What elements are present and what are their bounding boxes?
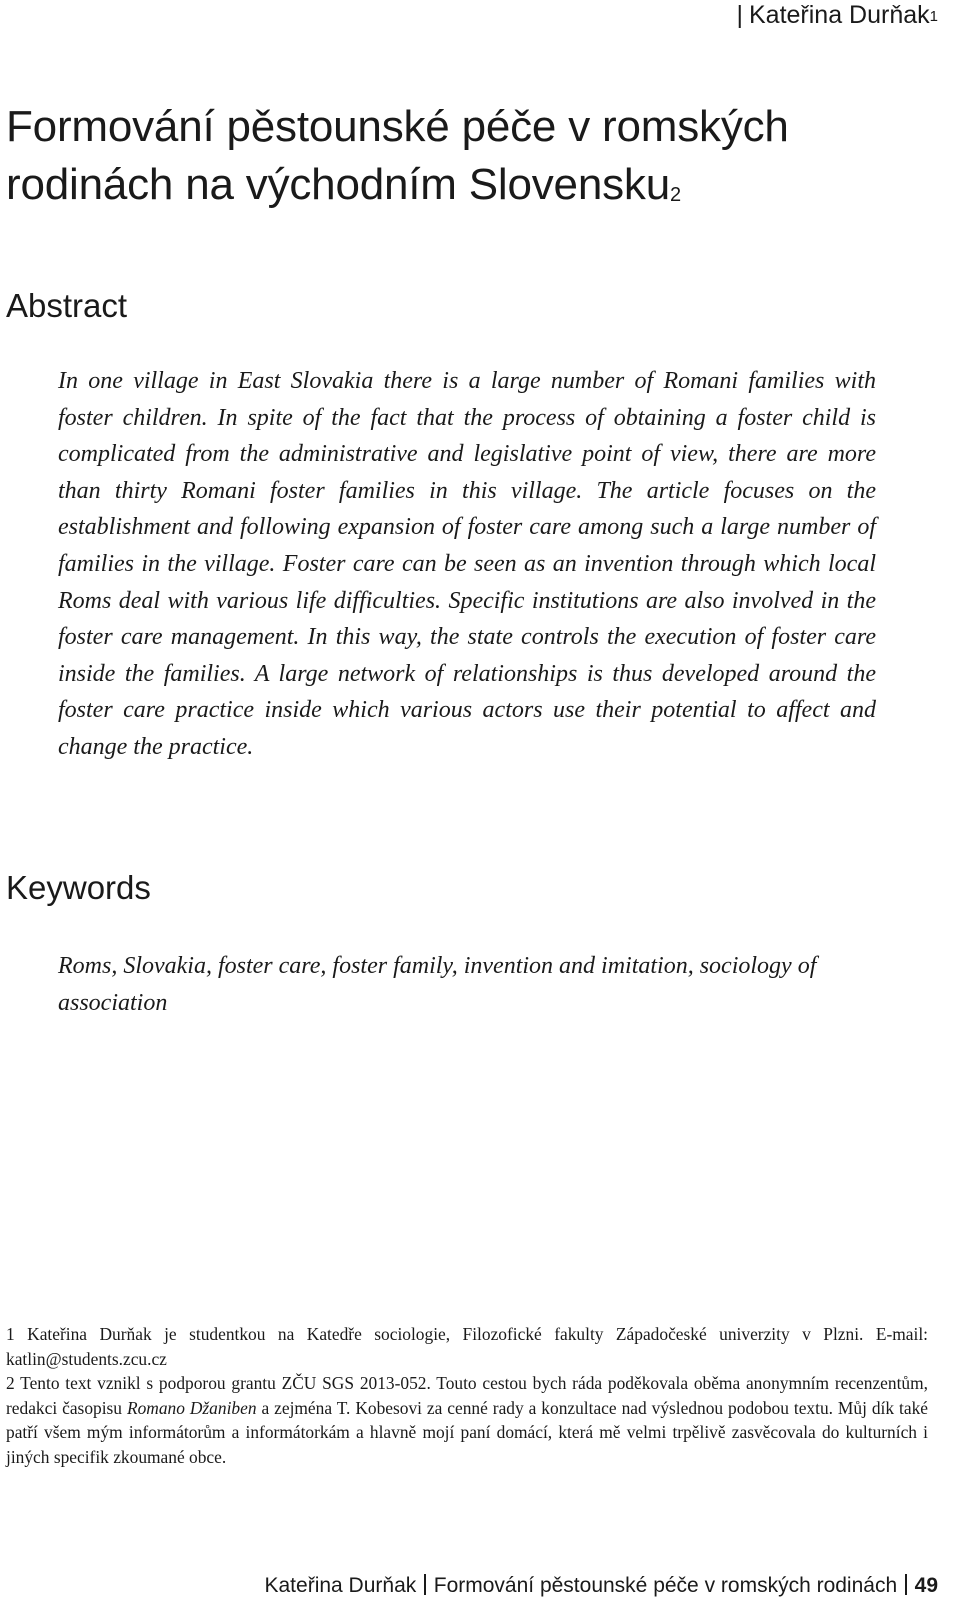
article-title — [6, 98, 926, 214]
page-footer — [265, 1573, 939, 1599]
author-name: Kateřina Durňak — [749, 1, 930, 29]
footnote-2-text-end: a zejména T. Kobesovi za cenné rady a konzultace nad výslednou podobou textu. Můj dík také patří všem mým informátorům a informátorkám a hlavně mojí paní domácí, která mě velmi trpělivě zasvěcovala do kulturních i jiných specifik zkoumané obce. — [6, 1397, 928, 1467]
title-footnote-mark[interactable]: 2 — [669, 184, 681, 206]
page-number: 49 — [914, 1574, 938, 1597]
abstract-heading: Abstract — [6, 287, 128, 324]
author-header — [737, 0, 939, 30]
keywords-text: Roms, Slovakia, foster care, foster family, invention and imitation, sociology of association — [58, 953, 817, 1016]
footer-author: Kateřina Durňak — [264, 1574, 417, 1597]
footnote-2-text-start: 2 Tento text vznikl s podporou grantu ZČU SGS 2013-052. Touto cestou bych ráda poděkovala oběma anonymním recenzentům, redakci časopisu — [6, 1373, 928, 1418]
keywords-heading: Keywords — [6, 869, 151, 906]
footer-separator — [424, 1574, 426, 1595]
journal-name: Romano Džaniben — [126, 1397, 257, 1418]
footer-separator — [905, 1574, 907, 1595]
footer-title: Formování pěstounské péče v romských rodinách — [433, 1574, 898, 1597]
header-separator: | — [736, 1, 743, 29]
footnote-2 — [6, 1371, 928, 1469]
footnote-1: 1 Kateřina Durňak je studentkou na Katedře sociologie, Filozofické fakulty Západočeské univerzity v Plzni. E-mail: katlin@students.zcu.cz — [6, 1324, 928, 1369]
footnotes — [6, 1322, 928, 1470]
article-title-text: Formování pěstounské péče v romských rodinách na východním Slovensku — [6, 102, 789, 209]
abstract-text: In one village in East Slovakia there is a large number of Romani families with foster children. In spite of the fact that the process of obtaining a foster child is complicated from the administrative and legislative point of view, there are more than thirty Romani foster families in this village. The article focuses on the establishment and following expansion of foster care among such a large number of families in the village. Foster care can be seen as an invention through which local Roms deal with various life difficulties. Specific institutions are also involved in the foster care management. In this way, the state controls the execution of foster care inside the families. A large network of relationships is thus developed around the foster care practice inside which various actors use their potential to affect and change the practice. — [58, 368, 876, 760]
author-footnote-mark[interactable]: 1 — [929, 8, 938, 25]
